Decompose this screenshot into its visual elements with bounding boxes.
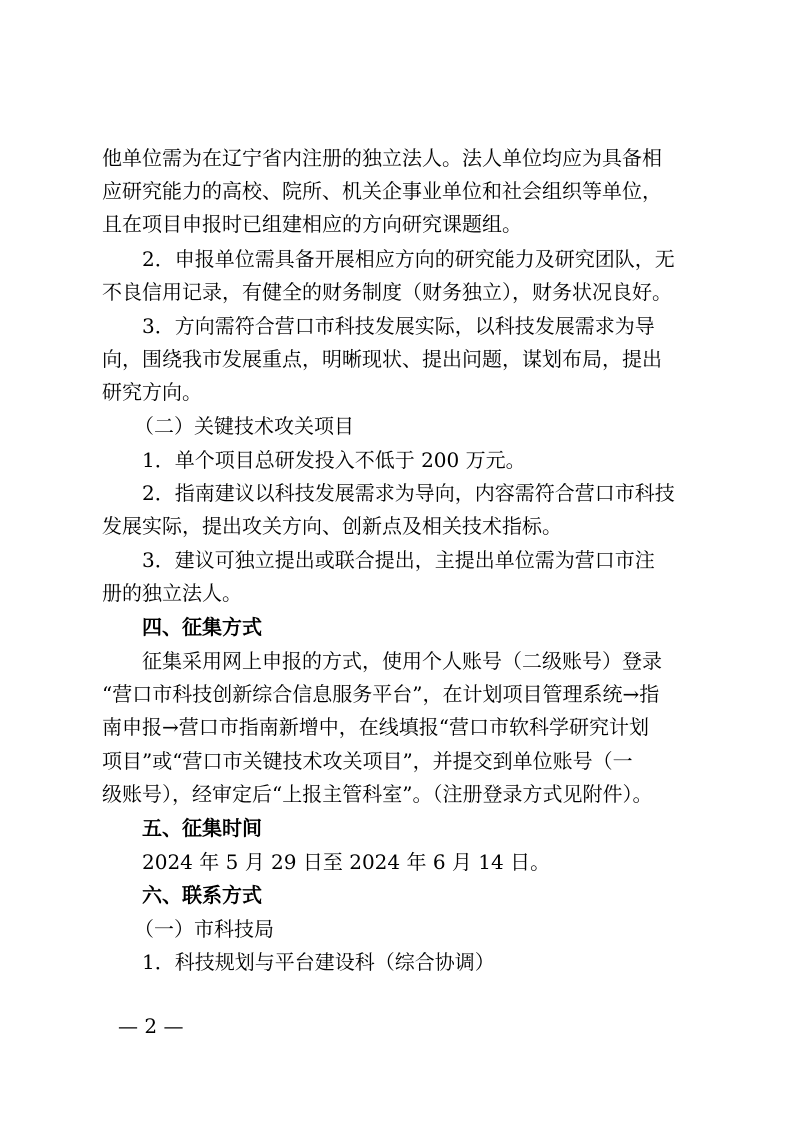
body-text-line: 他单位需为在辽宁省内注册的独立法人。法人单位均应为具备相: [102, 146, 662, 170]
subsection-heading: （一）市科技局: [134, 917, 274, 941]
body-text-line: 1．科技规划与平台建设科（综合协调）: [142, 950, 495, 974]
body-text-line: 2．指南建议以科技发展需求为导向，内容需符合营口市科技: [142, 481, 675, 505]
body-text-line: 向，围绕我市发展重点，明晰现状、提出问题，谋划布局，提出: [102, 347, 662, 371]
body-text-line: 3．方向需符合营口市科技发展实际，以科技发展需求为导: [142, 314, 655, 338]
body-text-line: 不良信用记录，有健全的财务制度（财务独立），财务状况良好。: [102, 280, 672, 304]
section-heading: 五、征集时间: [142, 816, 262, 840]
body-text-line: “营口市科技创新综合信息服务平台”，在计划项目管理系统→指: [102, 682, 660, 706]
body-text-line: 应研究能力的高校、院所、机关企事业单位和社会组织等单位，: [102, 179, 662, 203]
section-heading: 六、联系方式: [142, 883, 262, 907]
section-heading: 四、征集方式: [142, 615, 262, 639]
body-text-line: 项目”或“营口市关键技术攻关项目”，并提交到单位账号（一: [102, 749, 633, 773]
body-text-line: 1．单个项目总研发投入不低于 200 万元。: [142, 448, 526, 472]
body-text-line: 2024 年 5 月 29 日至 2024 年 6 月 14 日。: [142, 850, 551, 874]
body-text-line: 册的独立法人。: [102, 581, 242, 605]
body-text-line: 南申报→营口市指南新增中，在线填报“营口市软科学研究计划: [102, 715, 649, 739]
body-text-line: 级账号），经审定后“上报主管科室”。（注册登录方式见附件）。: [102, 782, 653, 806]
body-text-line: 发展实际，提出攻关方向、创新点及相关技术指标。: [102, 514, 562, 538]
body-text-line: 3．建议可独立提出或联合提出，主提出单位需为营口市注: [142, 548, 655, 572]
body-text-line: 2．申报单位需具备开展相应方向的研究能力及研究团队，无: [142, 247, 675, 271]
subsection-heading: （二）关键技术攻关项目: [134, 414, 354, 438]
page-number: — 2 —: [118, 1014, 184, 1038]
body-text-line: 研究方向。: [102, 380, 202, 404]
body-text-line: 征集采用网上申报的方式，使用个人账号（二级账号）登录: [142, 649, 662, 673]
body-text-line: 且在项目申报时已组建相应的方向研究课题组。: [102, 212, 522, 236]
